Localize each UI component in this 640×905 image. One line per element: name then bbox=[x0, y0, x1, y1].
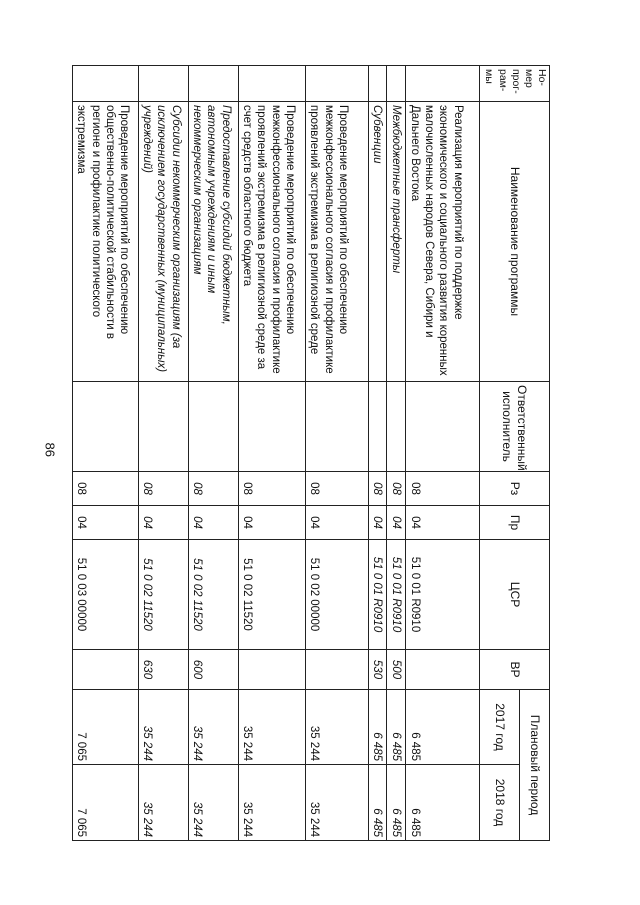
budget-table bbox=[72, 65, 550, 841]
cell-num bbox=[188, 66, 238, 102]
cell-rz: 08 bbox=[368, 472, 387, 506]
cell-executor bbox=[73, 382, 139, 472]
cell-executor bbox=[406, 382, 480, 472]
cell-name: Межбюджетные трансферты bbox=[387, 102, 406, 382]
cell-executor bbox=[238, 382, 305, 472]
col-header-vr: ВР bbox=[480, 650, 550, 690]
cell-pr: 04 bbox=[188, 506, 238, 540]
cell-name: Проведение мероприятий по обеспечению межконфессионального согласия и профилактике проявлений экстремизма в религиозной среде за счет средств областного бюджета bbox=[238, 102, 305, 382]
cell-name: Субсидии некоммерческим организациям (за исключением государственных (муниципальных) учреждений) bbox=[138, 102, 188, 382]
cell-y2017: 35 244 bbox=[238, 690, 305, 765]
table-row bbox=[368, 66, 387, 841]
cell-num bbox=[73, 66, 139, 102]
col-header-name: Наименование программы bbox=[480, 102, 550, 382]
cell-num bbox=[368, 66, 387, 102]
table-row bbox=[73, 66, 139, 841]
cell-y2018: 7 065 bbox=[73, 765, 139, 841]
cell-y2018: 35 244 bbox=[188, 765, 238, 841]
cell-pr: 04 bbox=[406, 506, 480, 540]
cell-y2017: 6 485 bbox=[387, 690, 406, 765]
cell-csr: 51 0 01 R0910 bbox=[368, 540, 387, 650]
cell-executor bbox=[305, 382, 368, 472]
cell-num bbox=[238, 66, 305, 102]
cell-y2018: 6 485 bbox=[368, 765, 387, 841]
cell-y2017: 35 244 bbox=[188, 690, 238, 765]
cell-rz: 08 bbox=[238, 472, 305, 506]
col-header-pr: Пр bbox=[480, 506, 550, 540]
cell-csr: 51 0 02 11520 bbox=[138, 540, 188, 650]
cell-csr: 51 0 01 R0910 bbox=[406, 540, 480, 650]
cell-csr: 51 0 02 00000 bbox=[305, 540, 368, 650]
cell-pr: 04 bbox=[305, 506, 368, 540]
cell-vr: 600 bbox=[188, 650, 238, 690]
cell-pr: 04 bbox=[238, 506, 305, 540]
cell-pr: 04 bbox=[387, 506, 406, 540]
cell-num bbox=[138, 66, 188, 102]
cell-name: Проведение мероприятий по обеспечению общественно-политической стабильности в регионе и профилактике политического экстремизма bbox=[73, 102, 139, 382]
table-row bbox=[238, 66, 305, 841]
cell-y2017: 35 244 bbox=[305, 690, 368, 765]
cell-csr: 51 0 02 11520 bbox=[188, 540, 238, 650]
cell-y2018: 35 244 bbox=[238, 765, 305, 841]
cell-pr: 04 bbox=[368, 506, 387, 540]
table-row bbox=[188, 66, 238, 841]
cell-vr bbox=[238, 650, 305, 690]
col-header-planned: Плановый период bbox=[520, 690, 550, 841]
cell-name: Реализация мероприятий по поддержке экономического и социального развития коренных малочисленных народов Севера, Сибири и Дальнего Востока bbox=[406, 102, 480, 382]
cell-vr: 630 bbox=[138, 650, 188, 690]
col-header-csr: ЦСР bbox=[480, 540, 550, 650]
table-row bbox=[406, 66, 480, 841]
cell-csr: 51 0 03 00000 bbox=[73, 540, 139, 650]
page-number: 86 bbox=[42, 442, 58, 457]
cell-rz: 08 bbox=[305, 472, 368, 506]
cell-rz: 08 bbox=[188, 472, 238, 506]
col-header-rz: Рз bbox=[480, 472, 550, 506]
cell-executor bbox=[387, 382, 406, 472]
cell-y2017: 35 244 bbox=[138, 690, 188, 765]
cell-name: Субвенции bbox=[368, 102, 387, 382]
cell-pr: 04 bbox=[138, 506, 188, 540]
cell-y2018: 35 244 bbox=[138, 765, 188, 841]
cell-y2017: 6 485 bbox=[368, 690, 387, 765]
table-row bbox=[305, 66, 368, 841]
cell-vr: 530 bbox=[368, 650, 387, 690]
cell-y2017: 6 485 bbox=[406, 690, 480, 765]
cell-y2018: 35 244 bbox=[305, 765, 368, 841]
cell-executor bbox=[368, 382, 387, 472]
cell-vr bbox=[406, 650, 480, 690]
cell-num bbox=[406, 66, 480, 102]
cell-pr: 04 bbox=[73, 506, 139, 540]
cell-vr bbox=[73, 650, 139, 690]
cell-y2018: 6 485 bbox=[387, 765, 406, 841]
cell-num bbox=[305, 66, 368, 102]
cell-y2017: 7 065 bbox=[73, 690, 139, 765]
cell-rz: 08 bbox=[138, 472, 188, 506]
col-header-2018: 2018 год bbox=[480, 765, 520, 841]
cell-name: Предоставление субсидий бюджетным, автономным учреждениям и иным некоммерческим организациям bbox=[188, 102, 238, 382]
cell-num bbox=[387, 66, 406, 102]
cell-csr: 51 0 02 11520 bbox=[238, 540, 305, 650]
col-header-executor: Ответственный исполнитель bbox=[480, 382, 550, 472]
cell-y2018: 6 485 bbox=[406, 765, 480, 841]
table-row bbox=[138, 66, 188, 841]
budget-table-rotated bbox=[72, 65, 550, 840]
cell-vr: 500 bbox=[387, 650, 406, 690]
table-row bbox=[387, 66, 406, 841]
cell-vr bbox=[305, 650, 368, 690]
cell-executor bbox=[188, 382, 238, 472]
col-header-2017: 2017 год bbox=[480, 690, 520, 765]
cell-rz: 08 bbox=[73, 472, 139, 506]
cell-name: Проведение мероприятий по обеспечению межконфессионального согласия и профилактике проявлений экстремизма в религиозной среде bbox=[305, 102, 368, 382]
cell-rz: 08 bbox=[387, 472, 406, 506]
cell-csr: 51 0 01 R0910 bbox=[387, 540, 406, 650]
cell-rz: 08 bbox=[406, 472, 480, 506]
col-header-num: Но-мер прог-рам-мы bbox=[480, 66, 550, 102]
cell-executor bbox=[138, 382, 188, 472]
